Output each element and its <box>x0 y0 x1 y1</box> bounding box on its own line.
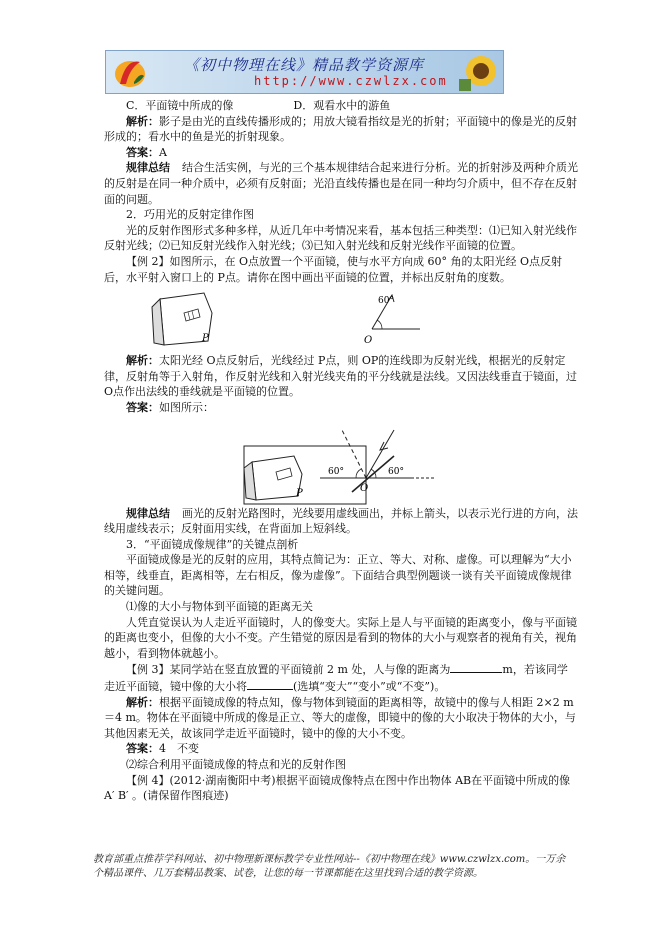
answer-label: 答案： <box>126 742 159 756</box>
sunflower-icon <box>459 53 499 91</box>
figure-2 <box>104 416 578 506</box>
angle-60-label: 60° <box>378 296 394 307</box>
sub-1-title: ⑴像的大小与物体到平面镜的距离无关 <box>126 600 313 614</box>
logo-icon <box>112 54 148 90</box>
example-label: 【例 3】 <box>126 663 170 677</box>
analysis-label: 解析： <box>126 695 159 709</box>
answer-text: A <box>159 145 167 159</box>
point-o-label: O <box>364 335 373 347</box>
angle-right-label: 60° <box>388 466 404 477</box>
example-text: (2012·湖南衡阳中考)根据平面镜成像特点在图中作出物体 AB在平面镜中所成的像 A′ B′ 。(请保留作图痕迹) <box>104 773 571 803</box>
example-2 <box>104 254 578 285</box>
answer-blank-1[interactable] <box>450 661 502 673</box>
point-o-label: O <box>360 482 369 494</box>
point-p-label: P <box>202 333 209 345</box>
angle-arc <box>377 320 382 329</box>
answer-label: 答案： <box>126 145 159 159</box>
answer-text: 4 不变 <box>159 742 199 756</box>
summary-2 <box>104 506 578 537</box>
analysis-text: 太阳光经 O点反射后，光线经过 P点，则 OP的连线即为反射光线，根据光的反射定律，反射角等于入射角，作反射光线和入射光线夹角的平分线就是法线。又因法线垂直于镜面，过 O点作出法线的垂线就是平面镜的位置。 <box>104 354 577 399</box>
figure-1-drawing <box>104 285 578 353</box>
option-d: D．观看水中的游鱼 <box>293 99 391 112</box>
header-banner <box>105 50 504 94</box>
answer-2 <box>104 400 578 416</box>
analysis-label: 解析： <box>126 114 159 128</box>
banner-title: 《初中物理在线》精品教学资源库 <box>184 56 425 74</box>
example-label: 【例 2】 <box>126 254 170 268</box>
para-sub1: 人凭直觉误认为人走近平面镜时，人的像变大。实际上是人与平面镜的距离变小，像与平面镜的距离也变小，但像的大小不变。产生错觉的原因是看到的物体的大小与观察者的视角有关，视角越小，看到物体就越小。 <box>104 615 577 660</box>
answer-text: 如图所示： <box>159 400 214 414</box>
example-text-c: (选填“变大”“变小”或“不变”)。 <box>293 680 446 694</box>
summary-text: 结合生活实例，与光的三个基本规律结合起来进行分析。光的折射涉及两种介质光的反射是在同一种介质中，必须有反射面；光沿直线传播也是在同一种均匀介质中，但不存在反射面的问题。 <box>104 161 578 206</box>
summary-text: 画光的反射光路图时，光线要用虚线画出，并标上箭头，以表示光行进的方向，法线用虚线表示；反射面用实线，在背面加上短斜线。 <box>104 506 578 536</box>
para-types: 光的反射作图形式多种多样，从近几年中考情况来看，基本包括三种类型：⑴已知入射光线作反射光线；⑵已知反射光线作入射光线；⑶已知入射光线和反射光线作平面镜的位置。 <box>104 223 577 253</box>
analysis-3 <box>104 695 578 742</box>
section-2-title: 2．巧用光的反射定律作图 <box>126 208 254 222</box>
summary-1 <box>104 160 578 207</box>
point-p-label: P <box>296 487 303 499</box>
figure-2-drawing <box>104 416 578 506</box>
example-label: 【例 4】 <box>126 773 170 787</box>
example-text-b: m，若该同学走近平面镜，镜中像的大小将 <box>104 663 568 694</box>
window-house <box>244 456 302 500</box>
para-rules: 平面镜成像是光的反射的应用，其特点简记为：正立、等大、对称、虚像。可以理解为“大小相等，线垂直，距离相等，左右相反，像为虚像”。下面结合典型例题谈一谈有关平面镜成像规律的关键问题。 <box>104 553 572 598</box>
answer-3 <box>104 741 578 757</box>
analysis-text: 影子是由光的直线传播形成的；用放大镜看指纹是光的折射；平面镜中的像是光的反射形成的；看水中的鱼是光的折射现象。 <box>104 114 577 144</box>
example-4 <box>104 773 578 804</box>
figure-1 <box>104 285 578 353</box>
option-c: C．平面镜中所成的像 <box>126 99 234 112</box>
answer-1 <box>104 145 578 161</box>
answer-label: 答案： <box>126 400 159 414</box>
section-3-title: 3．“平面镜成像规律”的关键点剖析 <box>126 537 299 551</box>
analysis-text: 根据平面镜成像的特点知，像与物体到镜面的距离相等，故镜中的像与人相距 2×2 m＝4 m。物体在平面镜中所成的像是正立、等大的虚像，即镜中的像的大小取决于物体的大小，与其他因素无关，故该同学走近平面镜时，镜中的像的大小不变。 <box>104 695 576 740</box>
document-body <box>104 98 578 804</box>
example-3 <box>104 661 578 694</box>
summary-label: 规律总结 <box>126 161 170 175</box>
analysis-1 <box>104 114 578 145</box>
analysis-label: 解析： <box>126 354 159 368</box>
banner-url[interactable]: http://www.czwlzx.com <box>254 74 448 88</box>
sub-2-title: ⑵综合利用平面镜成像的特点和光的反射作图 <box>126 758 346 771</box>
example-text-a: 某同学站在竖直放置的平面镜前 2 m 处，人与像的距离为 <box>169 663 451 677</box>
options-line <box>104 98 578 114</box>
angle-left-label: 60° <box>328 466 344 477</box>
summary-label: 规律总结 <box>126 506 170 520</box>
page-footer: 教育部重点推荐学科网站、初中物理新课标教学专业性网站--《初中物理在线》www.czwlzx.com。一万余个精品课件、几万套精品教案、试卷，让您的每一节课都能在这里找到合适的教学资源。 <box>93 854 566 879</box>
answer-blank-2[interactable] <box>247 678 293 690</box>
analysis-2 <box>104 353 578 400</box>
example-text: 如图所示，在 O点放置一个平面镜，使与水平方向成 60° 角的太阳光经 O点反射后，水平射入窗口上的 P点。请你在图中画出平面镜的位置，并标出反射角的度数。 <box>104 254 563 284</box>
